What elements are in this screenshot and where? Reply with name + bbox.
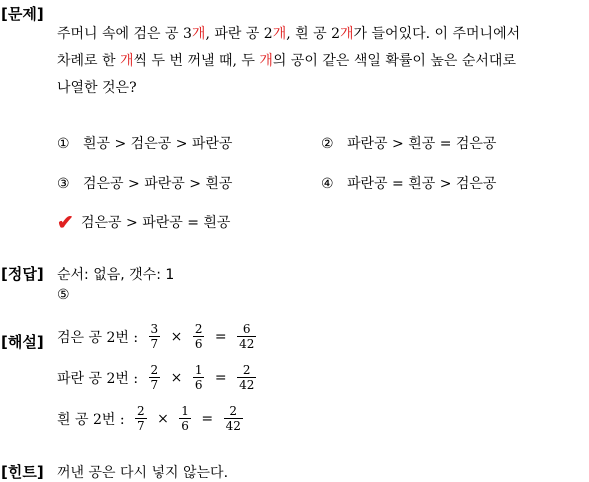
fraction: $\frac{2}{42}$	[239, 363, 255, 392]
fraction: $\frac{2}{6}$	[194, 322, 203, 351]
hint-text: 꺼낸 공은 다시 넣지 않는다.	[57, 465, 229, 481]
option-text: 검은공 > 파란공 > 흰공	[83, 176, 233, 192]
fraction: $\frac{2}{7}$	[137, 404, 145, 433]
fraction: $\frac{1}{6}$	[194, 363, 203, 392]
option-text: 검은공 > 파란공 = 흰공	[81, 215, 231, 231]
option-text: 파란공 > 흰공 = 검은공	[347, 136, 497, 152]
answer-header: [정답]	[1, 265, 44, 283]
option-text: 흰공 > 검은공 > 파란공	[83, 136, 233, 152]
option-number: ①	[57, 136, 70, 152]
solution-label: 파란 공 2번 :	[57, 370, 139, 387]
problem-line-2: 차례로 한 개씩 두 번 꺼낼 때, 두 개의 공이 같은 색일 확률이 높은 순서대로	[57, 53, 516, 69]
option-number: ③	[57, 176, 70, 192]
answer-choice: ⑤	[57, 287, 70, 303]
option-text: 파란공 = 흰공 > 검은공	[347, 176, 497, 192]
problem-line-1: 주머니 속에 검은 공 3개, 파란 공 2개, 흰 공 2개가 들어있다. 이 주머니에서	[57, 26, 521, 42]
solution-row-black: 검은 공 2번 : $\frac{3}{7}$ × $\frac{2}{6}$ = $\frac{6}{42}$	[57, 322, 255, 351]
solution-header: [해설]	[1, 333, 44, 351]
problem-line-3: 나열한 것은?	[57, 80, 137, 96]
checkmark-icon: ✔	[57, 210, 74, 234]
fraction: $\frac{2}{7}$	[150, 363, 159, 392]
option-5[interactable]	[57, 208, 230, 232]
solution-label: 검은 공 2번 :	[57, 329, 139, 346]
solution-label: 흰 공 2번 :	[57, 411, 125, 428]
fraction: $\frac{2}{42}$	[225, 404, 241, 433]
solution-row-blue: 파란 공 2번 : $\frac{2}{7}$ × $\frac{1}{6}$ = $\frac{2}{42}$	[57, 363, 255, 392]
option-2[interactable]	[321, 133, 496, 153]
option-4[interactable]	[321, 173, 496, 193]
option-number: ②	[321, 136, 334, 152]
option-number: ④	[321, 176, 334, 192]
hint-header: [힌트]	[1, 463, 44, 481]
problem-header: [문제]	[1, 5, 44, 23]
fraction: $\frac{1}{6}$	[181, 404, 189, 433]
solution-row-white: 흰 공 2번 : $\frac{2}{7}$ × $\frac{1}{6}$ = $\frac{2}{42}$	[57, 404, 241, 433]
fraction: $\frac{3}{7}$	[150, 322, 159, 351]
answer-line: 순서: 없음, 갯수: 1	[57, 267, 175, 283]
option-1[interactable]	[57, 133, 232, 153]
fraction: $\frac{6}{42}$	[239, 322, 255, 351]
option-3[interactable]	[57, 173, 232, 193]
